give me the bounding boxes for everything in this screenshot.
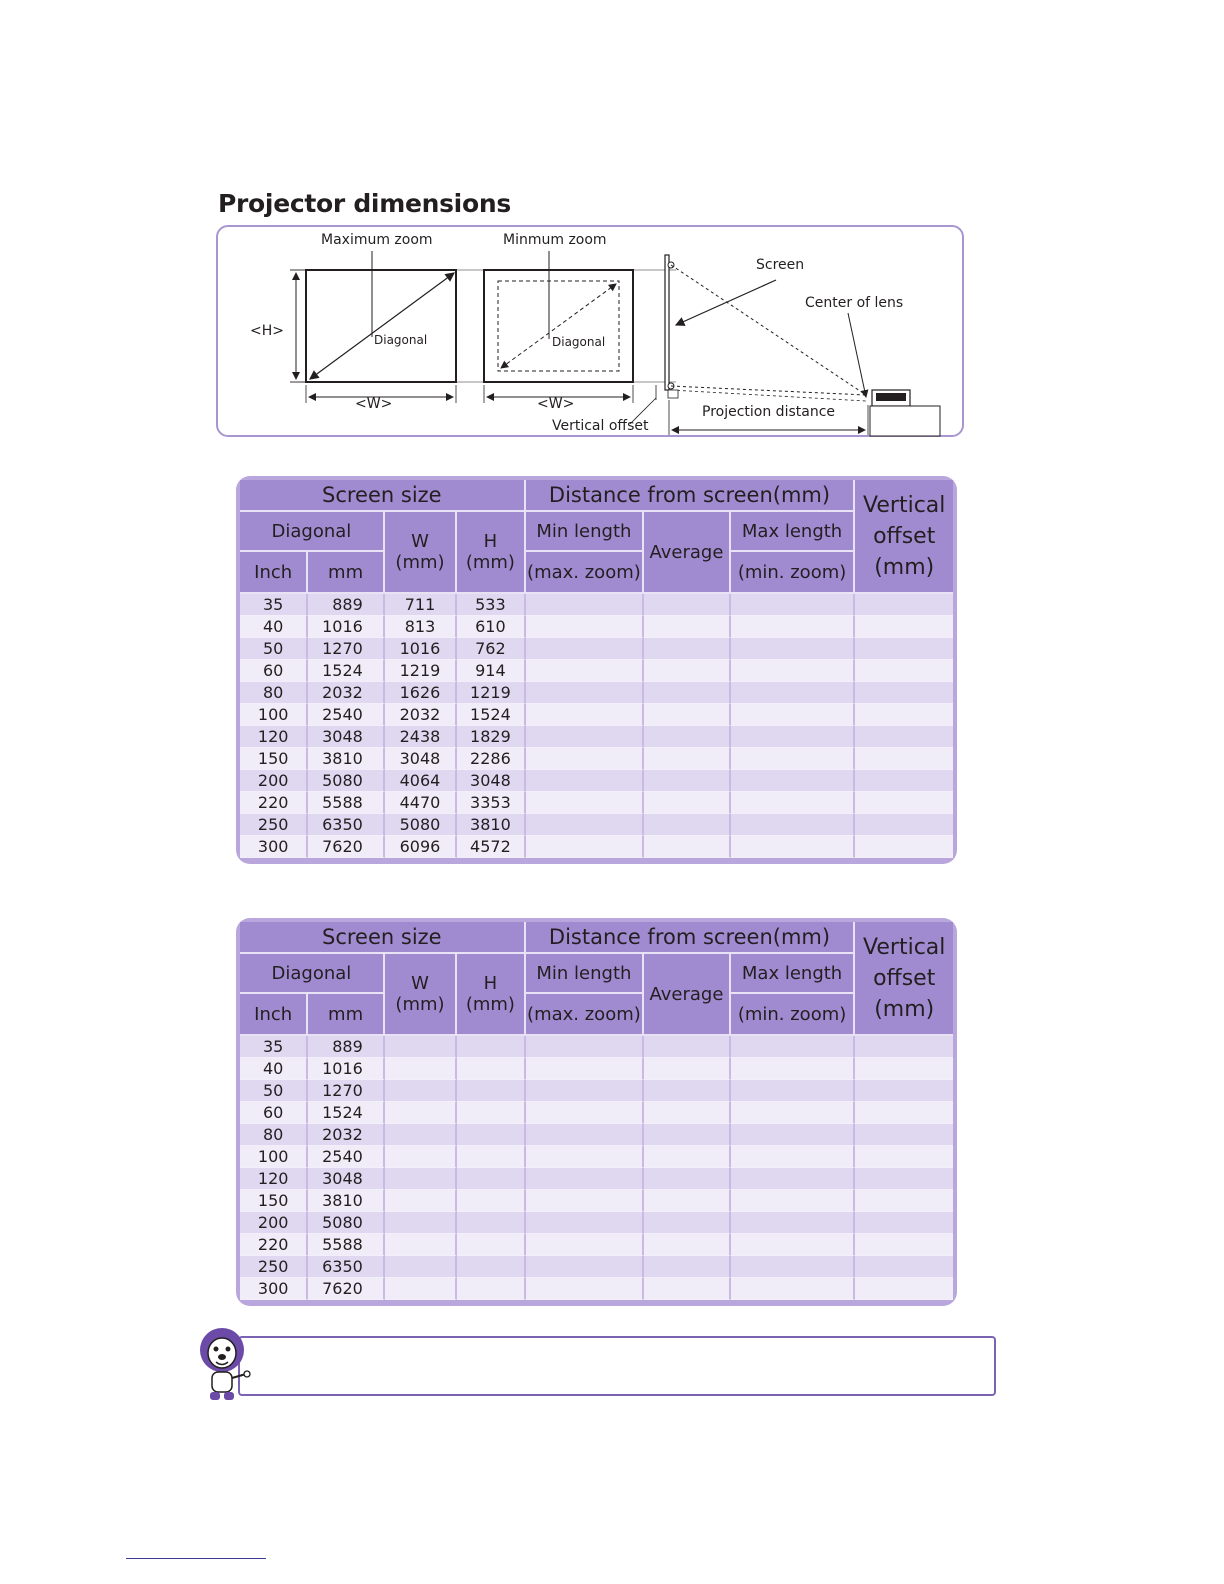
inch-cell: 80 (240, 1124, 308, 1146)
w-header: W (mm) (385, 512, 457, 594)
table-row (240, 1256, 953, 1278)
table-row (240, 660, 953, 682)
min-length-header: Min length (526, 954, 645, 994)
mm-cell: 2032 (308, 1124, 384, 1146)
height-cell: 610 (457, 616, 525, 638)
width-cell: 1626 (385, 682, 457, 704)
mm-cell: 5588 (308, 1234, 384, 1256)
mm-cell: 3048 (308, 1168, 384, 1190)
width-cell (385, 1102, 457, 1124)
tip-box (238, 1336, 996, 1396)
width-cell (385, 1256, 457, 1278)
min-length-cell (526, 1058, 645, 1080)
height-cell: 3353 (457, 792, 525, 814)
diagonal-label-min: Diagonal (552, 335, 606, 349)
table-row (240, 616, 953, 638)
max-length-cell (731, 1036, 856, 1058)
width-cell: 2438 (385, 726, 457, 748)
mm-cell: 7620 (308, 836, 384, 858)
mm-cell: 1524 (308, 660, 384, 682)
width-cell (385, 1234, 457, 1256)
vertical-offset-header: Vertical offset (mm) (855, 922, 953, 1036)
min-length-cell (526, 704, 645, 726)
mm-cell: 889 (308, 594, 384, 616)
vertical-offset-cell (855, 616, 953, 638)
vertical-offset-cell (855, 792, 953, 814)
inch-cell: 120 (240, 726, 308, 748)
inch-cell: 80 (240, 682, 308, 704)
width-label-max: <W> (355, 396, 393, 412)
max-zoom-diagonal (310, 273, 454, 379)
min-length-cell (526, 1278, 645, 1300)
mm-cell: 1016 (308, 1058, 384, 1080)
center-of-lens-label: Center of lens (805, 295, 904, 311)
inch-cell: 35 (240, 594, 308, 616)
min-length-cell (526, 594, 645, 616)
height-cell (457, 1146, 525, 1168)
min-length-cell (526, 1080, 645, 1102)
height-cell (457, 1212, 525, 1234)
mm-cell: 1270 (308, 1080, 384, 1102)
inch-header: Inch (240, 994, 308, 1036)
vertical-offset-cell (855, 836, 953, 858)
mm-header: mm (308, 552, 384, 594)
max-length-cell (731, 1256, 856, 1278)
average-cell (644, 792, 730, 814)
mm-cell: 3810 (308, 748, 384, 770)
max-length-cell (731, 1102, 856, 1124)
max-length-header: Max length (731, 954, 856, 994)
screen-pointer (676, 280, 776, 325)
inch-cell: 40 (240, 616, 308, 638)
inch-cell: 300 (240, 1278, 308, 1300)
average-cell (644, 1212, 730, 1234)
max-length-cell (731, 660, 856, 682)
table-row (240, 1036, 953, 1058)
average-cell (644, 726, 730, 748)
mm-cell: 889 (308, 1036, 384, 1058)
width-cell: 711 (385, 594, 457, 616)
table-row (240, 682, 953, 704)
average-cell (644, 1080, 730, 1102)
inch-cell: 150 (240, 748, 308, 770)
height-cell (457, 1256, 525, 1278)
inch-cell: 200 (240, 770, 308, 792)
max-length-cell (731, 1146, 856, 1168)
mm-cell: 3810 (308, 1190, 384, 1212)
vertical-offset-cell (855, 1058, 953, 1080)
height-cell: 2286 (457, 748, 525, 770)
width-cell (385, 1124, 457, 1146)
min-length-cell (526, 1212, 645, 1234)
width-cell (385, 1278, 457, 1300)
width-cell: 2032 (385, 704, 457, 726)
h-header: H (mm) (457, 512, 525, 594)
width-cell: 1016 (385, 638, 457, 660)
mm-cell: 2540 (308, 1146, 384, 1168)
average-cell (644, 1036, 730, 1058)
average-cell (644, 1190, 730, 1212)
lens-pointer (848, 313, 866, 397)
max-length-cell (731, 682, 856, 704)
min-length-cell (526, 1190, 645, 1212)
height-cell (457, 1234, 525, 1256)
width-cell (385, 1036, 457, 1058)
max-length-cell (731, 594, 856, 616)
vertical-offset-cell (855, 1234, 953, 1256)
average-cell (644, 1256, 730, 1278)
mm-cell: 6350 (308, 1256, 384, 1278)
average-cell (644, 682, 730, 704)
height-cell (457, 1102, 525, 1124)
max-zoom-subheader: (max. zoom) (526, 994, 645, 1036)
vertical-offset-cell (855, 770, 953, 792)
table-row (240, 1234, 953, 1256)
max-length-header: Max length (731, 512, 856, 552)
table-row (240, 1168, 953, 1190)
w-header: W (mm) (385, 954, 457, 1036)
vertical-offset-cell (855, 1190, 953, 1212)
min-length-cell (526, 770, 645, 792)
diagonal-label-max: Diagonal (374, 333, 428, 347)
height-cell: 1524 (457, 704, 525, 726)
average-cell (644, 814, 730, 836)
max-length-cell (731, 1168, 856, 1190)
height-cell (457, 1124, 525, 1146)
average-cell (644, 638, 730, 660)
height-cell (457, 1168, 525, 1190)
min-length-cell (526, 748, 645, 770)
height-cell (457, 1036, 525, 1058)
vertical-offset-cell (855, 704, 953, 726)
average-cell (644, 748, 730, 770)
mm-cell: 5588 (308, 792, 384, 814)
screen-label: Screen (756, 257, 805, 273)
vertical-offset-cell (855, 660, 953, 682)
inch-cell: 60 (240, 1102, 308, 1124)
min-length-cell (526, 616, 645, 638)
average-cell (644, 1234, 730, 1256)
table-row (240, 704, 953, 726)
inch-cell: 300 (240, 836, 308, 858)
spec-table-2 (236, 918, 957, 1306)
height-cell (457, 1190, 525, 1212)
projection-distance-label: Projection distance (702, 404, 835, 420)
average-cell (644, 660, 730, 682)
min-length-cell (526, 726, 645, 748)
mm-cell: 1016 (308, 616, 384, 638)
min-length-cell (526, 660, 645, 682)
max-length-cell (731, 770, 856, 792)
inch-cell: 120 (240, 1168, 308, 1190)
max-length-cell (731, 1058, 856, 1080)
table-row (240, 1146, 953, 1168)
vertical-offset-cell (855, 682, 953, 704)
min-zoom-subheader: (min. zoom) (731, 552, 856, 594)
vertical-offset-cell (855, 638, 953, 660)
vertical-offset-cell (855, 1102, 953, 1124)
max-zoom-subheader: (max. zoom) (526, 552, 645, 594)
max-length-cell (731, 1278, 856, 1300)
height-cell (457, 1080, 525, 1102)
height-cell: 762 (457, 638, 525, 660)
table-row (240, 638, 953, 660)
diagonal-header: Diagonal (240, 512, 385, 552)
mm-cell: 6350 (308, 814, 384, 836)
height-cell: 1829 (457, 726, 525, 748)
average-cell (644, 594, 730, 616)
inch-cell: 200 (240, 1212, 308, 1234)
distance-header: Distance from screen(mm) (526, 922, 856, 954)
inch-cell: 40 (240, 1058, 308, 1080)
min-length-cell (526, 1102, 645, 1124)
vertical-offset-cell (855, 1212, 953, 1234)
screen-side-view (665, 255, 669, 390)
average-cell (644, 1102, 730, 1124)
average-cell (644, 704, 730, 726)
vertical-offset-cell (855, 1278, 953, 1300)
average-header: Average (644, 512, 730, 594)
max-length-cell (731, 814, 856, 836)
min-zoom-subheader: (min. zoom) (731, 994, 856, 1036)
mm-cell: 1524 (308, 1102, 384, 1124)
max-length-cell (731, 1124, 856, 1146)
width-cell: 4064 (385, 770, 457, 792)
table-2-body (240, 1036, 953, 1300)
diagonal-header: Diagonal (240, 954, 385, 994)
vertical-offset-cell (855, 1168, 953, 1190)
inch-header: Inch (240, 552, 308, 594)
width-cell: 1219 (385, 660, 457, 682)
width-cell: 6096 (385, 836, 457, 858)
table-row (240, 1058, 953, 1080)
average-cell (644, 1146, 730, 1168)
width-cell (385, 1080, 457, 1102)
table-row (240, 792, 953, 814)
max-length-cell (731, 1190, 856, 1212)
height-label: <H> (250, 323, 284, 339)
average-cell (644, 836, 730, 858)
average-cell (644, 770, 730, 792)
inch-cell: 35 (240, 1036, 308, 1058)
mm-cell: 1270 (308, 638, 384, 660)
width-cell: 5080 (385, 814, 457, 836)
average-cell (644, 1168, 730, 1190)
average-cell (644, 1058, 730, 1080)
average-header: Average (644, 954, 730, 1036)
table-row (240, 1190, 953, 1212)
min-length-cell (526, 1168, 645, 1190)
height-cell (457, 1278, 525, 1300)
height-cell (457, 1058, 525, 1080)
vertical-offset-cell (855, 1080, 953, 1102)
mm-cell: 2540 (308, 704, 384, 726)
average-cell (644, 1124, 730, 1146)
min-length-cell (526, 1036, 645, 1058)
min-length-cell (526, 836, 645, 858)
min-length-cell (526, 638, 645, 660)
inch-cell: 150 (240, 1190, 308, 1212)
min-length-cell (526, 814, 645, 836)
vertical-offset-header: Vertical offset (mm) (855, 480, 953, 594)
table-row (240, 1080, 953, 1102)
vertical-offset-cell (855, 594, 953, 616)
max-zoom-label: Maximum zoom (321, 232, 433, 248)
max-length-cell (731, 1080, 856, 1102)
width-cell: 4470 (385, 792, 457, 814)
max-length-cell (731, 638, 856, 660)
table-row (240, 836, 953, 858)
inch-cell: 100 (240, 704, 308, 726)
min-zoom-label: Minmum zoom (503, 232, 607, 248)
table-row (240, 1212, 953, 1234)
inch-cell: 50 (240, 638, 308, 660)
width-label-min: <W> (537, 396, 575, 412)
width-cell (385, 1058, 457, 1080)
vertical-offset-cell (855, 814, 953, 836)
width-cell: 3048 (385, 748, 457, 770)
inch-cell: 60 (240, 660, 308, 682)
h-header: H (mm) (457, 954, 525, 1036)
height-cell: 3810 (457, 814, 525, 836)
inch-cell: 250 (240, 814, 308, 836)
height-cell: 914 (457, 660, 525, 682)
height-cell: 1219 (457, 682, 525, 704)
footer-rule (126, 1558, 266, 1559)
inch-cell: 220 (240, 792, 308, 814)
min-length-cell (526, 1234, 645, 1256)
lion-mascot-icon (196, 1326, 254, 1406)
max-length-cell (731, 836, 856, 858)
table-row (240, 1124, 953, 1146)
max-length-cell (731, 748, 856, 770)
mm-cell: 3048 (308, 726, 384, 748)
vertical-offset-cell (855, 1036, 953, 1058)
max-length-cell (731, 1234, 856, 1256)
inch-cell: 220 (240, 1234, 308, 1256)
vertical-offset-cell (855, 1146, 953, 1168)
mm-cell: 2032 (308, 682, 384, 704)
table-row (240, 594, 953, 616)
average-cell (644, 1278, 730, 1300)
width-cell: 813 (385, 616, 457, 638)
max-length-cell (731, 704, 856, 726)
mm-cell: 5080 (308, 1212, 384, 1234)
max-length-cell (731, 726, 856, 748)
screen-size-header: Screen size (240, 480, 526, 512)
inch-cell: 100 (240, 1146, 308, 1168)
height-cell: 3048 (457, 770, 525, 792)
screen-size-header: Screen size (240, 922, 526, 954)
projection-diagram (216, 225, 964, 437)
table-row (240, 1102, 953, 1124)
max-length-cell (731, 1212, 856, 1234)
vertical-offset-cell (855, 748, 953, 770)
max-length-cell (731, 792, 856, 814)
inch-cell: 50 (240, 1080, 308, 1102)
height-cell: 533 (457, 594, 525, 616)
mm-cell: 7620 (308, 1278, 384, 1300)
min-length-cell (526, 682, 645, 704)
table-row (240, 1278, 953, 1300)
table-row (240, 770, 953, 792)
table-row (240, 748, 953, 770)
mm-cell: 5080 (308, 770, 384, 792)
min-length-cell (526, 1256, 645, 1278)
average-cell (644, 616, 730, 638)
vertical-offset-label: Vertical offset (552, 418, 649, 434)
width-cell (385, 1190, 457, 1212)
min-length-header: Min length (526, 512, 645, 552)
vertical-offset-cell (855, 1124, 953, 1146)
min-length-cell (526, 1146, 645, 1168)
table-row (240, 726, 953, 748)
distance-header: Distance from screen(mm) (526, 480, 856, 512)
max-length-cell (731, 616, 856, 638)
vertical-offset-cell (855, 1256, 953, 1278)
spec-table-1 (236, 476, 957, 864)
min-length-cell (526, 1124, 645, 1146)
min-zoom-diagonal (501, 284, 616, 368)
vertical-offset-cell (855, 726, 953, 748)
inch-cell: 250 (240, 1256, 308, 1278)
table-row (240, 814, 953, 836)
width-cell (385, 1168, 457, 1190)
height-cell: 4572 (457, 836, 525, 858)
page-title: Projector dimensions (218, 189, 511, 218)
min-length-cell (526, 792, 645, 814)
mm-header: mm (308, 994, 384, 1036)
width-cell (385, 1146, 457, 1168)
width-cell (385, 1212, 457, 1234)
table-1-body (240, 594, 953, 858)
